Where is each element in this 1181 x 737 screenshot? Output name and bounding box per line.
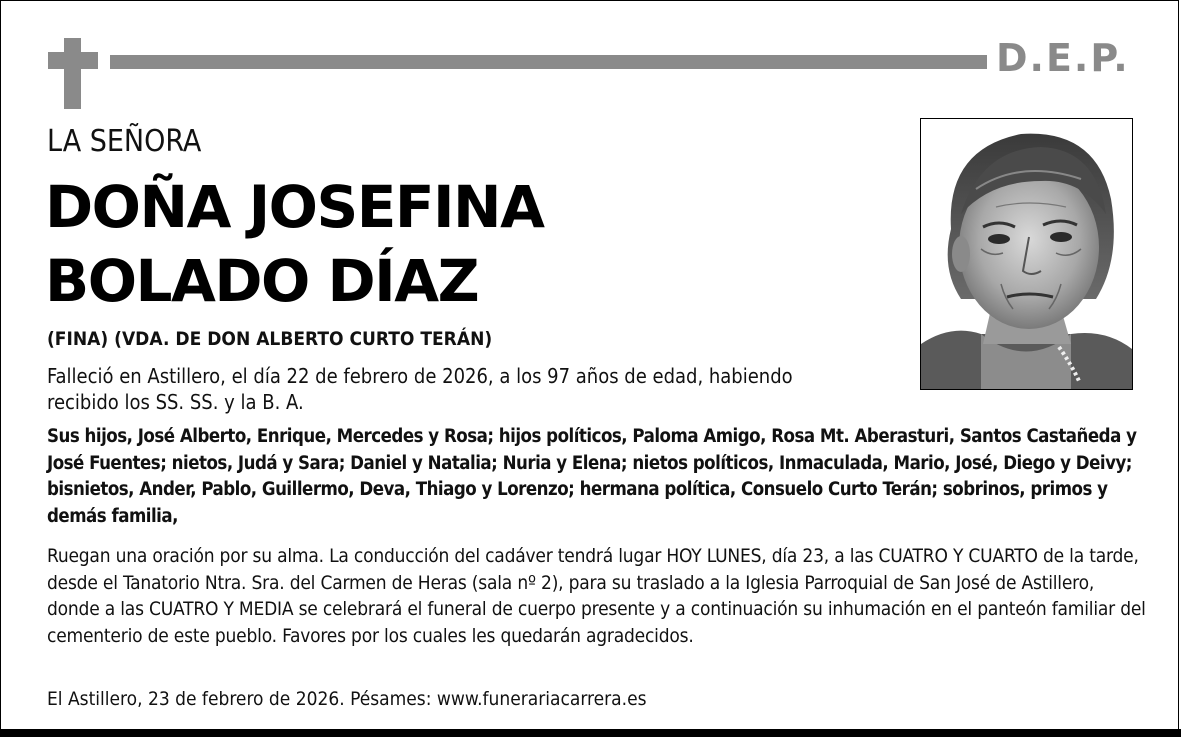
- deceased-name: [45, 170, 543, 318]
- family-list: Sus hijos, José Alberto, Enrique, Mercedes y Rosa; hijos políticos, Paloma Amigo, Rosa Mt. Aberasturi, Santos Castañeda y José Fuentes; nietos, Judá y Sara; Daniel y Natalia; Nuria y Elena; nietos políticos, Inmaculada, Mario, José, Diego y Deivy; bisnietos, Ander, Pablo, Guillermo, Deva, Thiago y Lorenzo; hermana política, Consuelo Curto Terán; sobrinos, primos y demás familia,: [47, 426, 1137, 527]
- name-line-1: DOÑA JOSEFINA: [45, 173, 544, 241]
- nickname-line: (FINA) (VDA. DE DON ALBERTO CURTO TERÁN): [47, 328, 493, 350]
- ceremony-details: Ruegan una oración por su alma. La conducción del cadáver tendrá lugar HOY LUNES, día 23, a las CUATRO Y CUARTO de la tarde, desde el Tanatorio Ntra. Sra. del Carmen de Heras (sala nº 2), para su traslado a la Iglesia Parroquial de San José de Astillero, donde a las CUATRO Y MEDIA se celebrará el funeral de cuerpo presente y a continuación su inhumación en el panteón familiar del cementerio de este pueblo. Favores por los cuales les quedarán agradecidos.: [47, 545, 1146, 647]
- death-info: Falleció en Astillero, el día 22 de febrero de 2026, a los 97 años de edad, habiendo recibido los SS. SS. y la B. A.: [47, 364, 793, 414]
- dep-label: D.E.P.: [996, 36, 1130, 80]
- bottom-rule: [0, 729, 1181, 737]
- header-rule: [110, 55, 987, 69]
- cross-horizontal-bar: [48, 52, 98, 69]
- closing-line: El Astillero, 23 de febrero de 2026. Pésames: www.funerariacarrera.es: [47, 688, 647, 710]
- name-line-2: BOLADO DÍAZ: [45, 247, 479, 315]
- portrait-image: [921, 119, 1132, 389]
- honorific: LA SEÑORA: [47, 124, 202, 159]
- cross-vertical-bar: [64, 38, 81, 109]
- portrait-photo: [920, 118, 1133, 390]
